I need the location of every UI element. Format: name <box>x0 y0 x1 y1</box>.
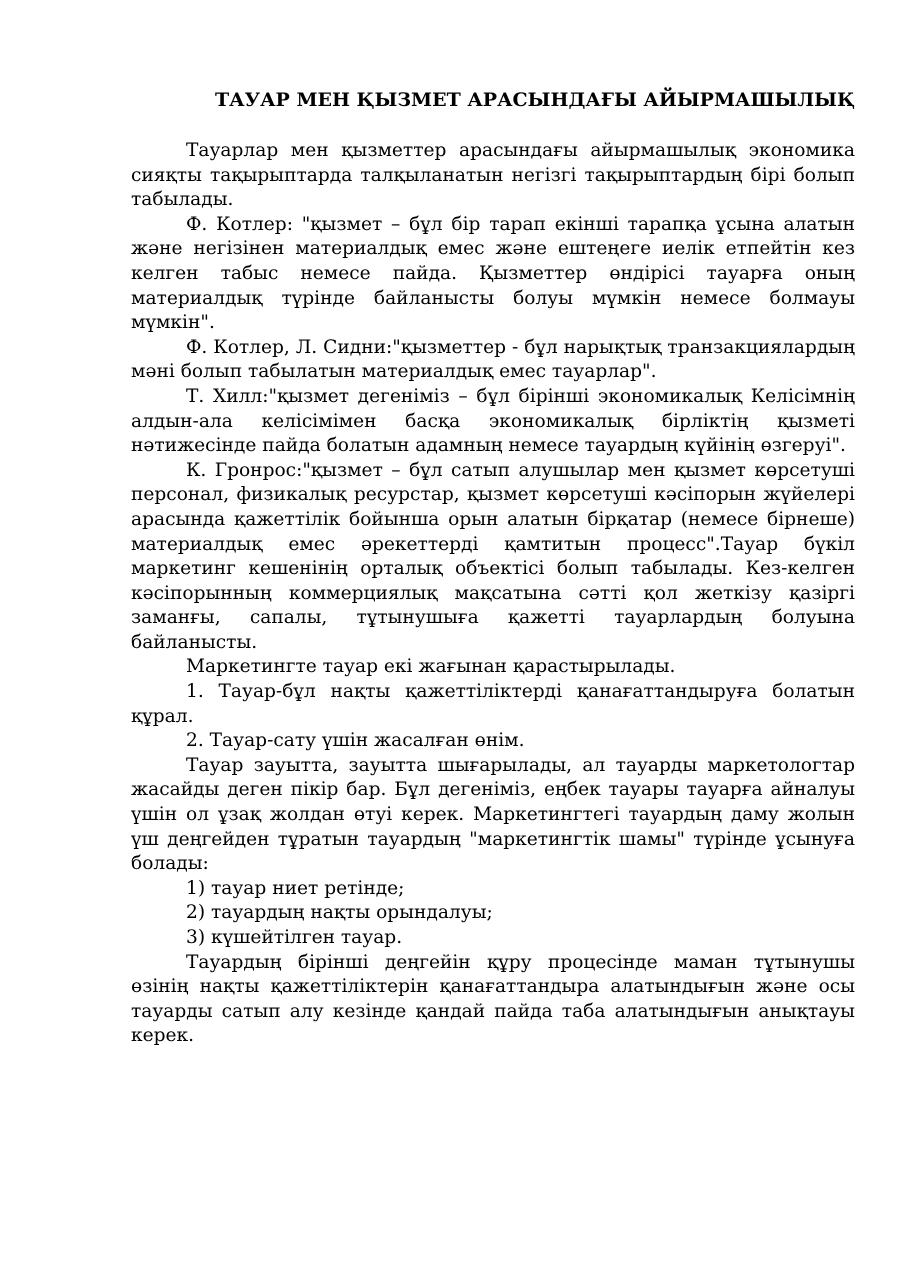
document-title: ТАУАР МЕН ҚЫЗМЕТ АРАСЫНДАҒЫ АЙЫРМАШЫЛЫҚ <box>215 89 855 111</box>
document-body <box>131 139 855 1049</box>
list-item: 1) тауар ниет ретінде; <box>186 877 405 899</box>
paragraph: Тауар зауытта, зауытта шығарылады, ал тауарды маркетологтар жасайды деген пікір бар. Бұл дегеніміз, еңбек тауары тауарға айналуы үшін ол ұзақ жолдан өтуі керек. Маркетингтегі тауардың даму жолын үш деңгейден тұратын тауардың "маркетингтік шамы" түрінде ұсынуға болады: <box>131 754 855 875</box>
paragraph: Тауардың бірінші деңгейін құру процесінде маман тұтынушы өзінің нақты қажеттіліктерін қанағаттандыра алатындығын және осы тауарды сатып алу кезінде қандай пайда таба алатындығын анықтауы керек. <box>131 951 855 1047</box>
paragraph: Т. Хилл:"қызмет дегеніміз – бұл бірінші экономикалық Келісімнің алдын-ала келісімімен басқа экономикалық бірліктің қызметі нәтижесінде пайда болатын адамның немесе тауардың күйінің өзгеруі". <box>131 385 855 457</box>
list-item: 1. Тауар-бұл нақты қажеттіліктерді қанағаттандыруға болатын құрал. <box>131 681 855 727</box>
list-item: 2. Тауар-сату үшін жасалған өнім. <box>186 730 525 752</box>
list-item: 2) тауардың нақты орындалуы; <box>186 902 493 924</box>
paragraph: Ф. Котлер: "қызмет – бұл бір тарап екінші тарапқа ұсына алатын және негізінен материалдық емес және ештеңеге иелік етпейтін кез келген табыс немесе пайда. Қызметтер өндірісі тауарға оның материалдық түрінде байланысты болуы мүмкін немесе болмауы мүмкін". <box>131 213 855 334</box>
list-item: 3) күшейтілген тауар. <box>186 927 403 948</box>
paragraph: К. Гронрос:"қызмет – бұл сатып алушылар мен қызмет көрсетуші персонал, физикалық ресурстар, қызмет көрсетуші кәсіпорын жүйелері арасында қажеттілік бойынша орын алатын бірқатар (немесе бірнеше) материалдық емес әрекеттерді қамтитын процесс".Тауар бүкіл маркетинг кешенінің орталық объектісі болып табылады. Кез-келген кәсіпорынның коммерциялық мақсатына сәтті қол жеткізу қазіргі заманғы, сапалы, тұтынушыға қажетті тауарлардың болуына байланысты. <box>131 459 855 653</box>
paragraph: Тауарлар мен қызметтер арасындағы айырмашылық экономика сияқты тақырыптарда талқыланатын негізгі тақырыптардың бірі болып табылады. <box>131 140 855 211</box>
paragraph: Ф. Котлер, Л. Сидни:"қызметтер - бұл нарықтық транзакциялардың мәні болып табылатын материалдық емес тауарлар". <box>131 336 855 383</box>
document-page <box>131 0 855 1049</box>
paragraph: Маркетингте тауар екі жағынан қарастырылады. <box>186 656 676 678</box>
